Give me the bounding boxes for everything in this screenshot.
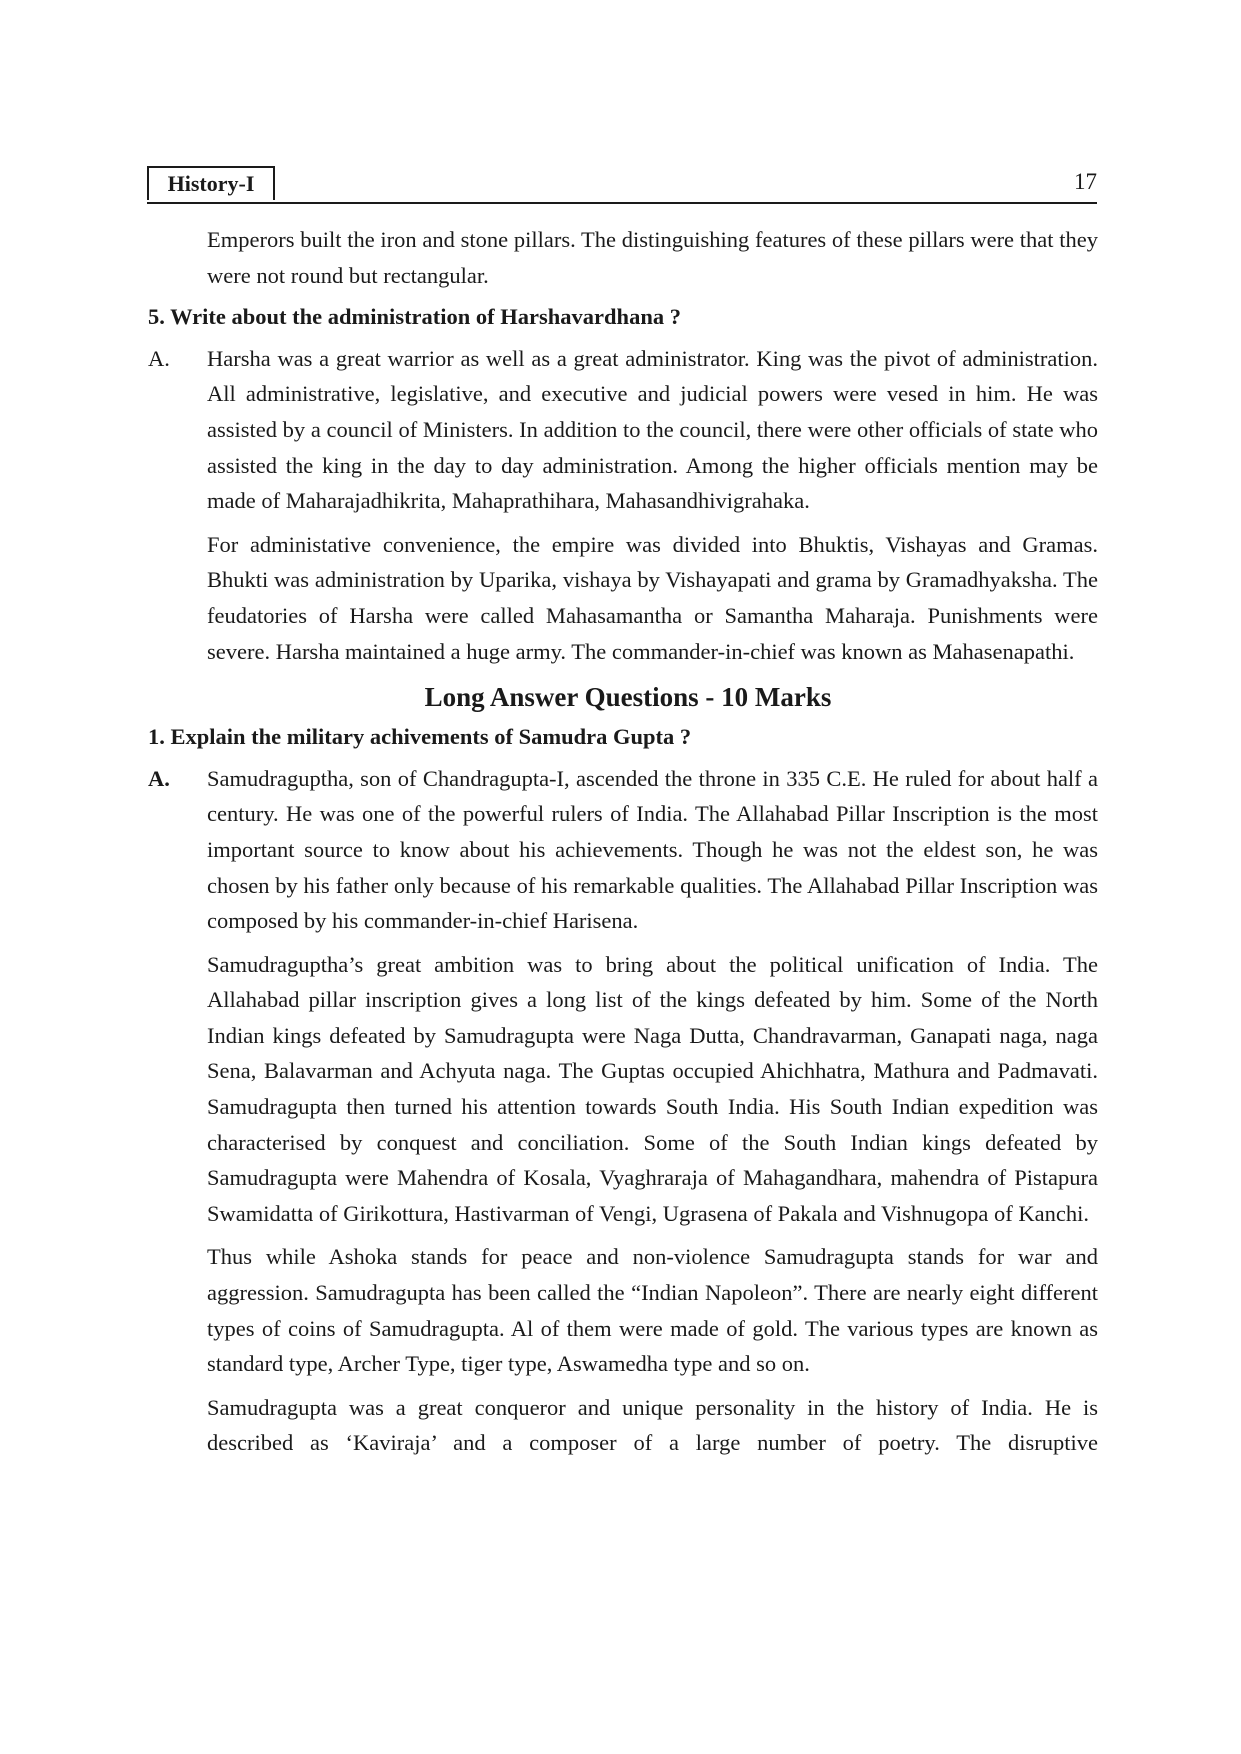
question-1: 1. Explain the military achivements of Samudra Gupta ? [148, 724, 692, 750]
subject-label: History-I [147, 166, 275, 200]
answer-1-paragraph-1 [148, 761, 1098, 939]
question-5: 5. Write about the administration of Harshavardhana ? [148, 304, 681, 330]
answer-text: Harsha was a great warrior as well as a great administrator. King was the pivot of administration. All administrative, legislative, and executive and judicial powers were vesed in him. He was assisted by a council of Ministers. In addition to the council, there were other officials of state who assisted the king in the day to day administration. Among the higher officials mention may be made of Maharajadhikrita, Mahaprathihara, Mahasandhivigrahaka. [207, 345, 1098, 514]
answer-text: Samudraguptha, son of Chandragupta-I, ascended the throne in 335 C.E. He ruled for about half a century. He was one of the powerful rulers of India. The Allahabad Pillar Inscription is the most important source to know about his achievements. Though he was not the eldest son, he was chosen by his father only because of his remarkable qualities. The Allahabad Pillar Inscription was composed by his commander-in-chief Harisena. [207, 765, 1098, 934]
page-header [147, 166, 1097, 204]
answer-5-paragraph-2: For administative convenience, the empire was divided into Bhuktis, Vishayas and Gramas. Bhukti was administration by Uparika, vishaya by Vishayapati and grama by Gramadhyaksha. The feudatories of Harsha were called Mahasamantha or Samantha Maharaja. Punishments were severe. Harsha maintained a huge army. The commander-in-chief was known as Mahasenapathi. [207, 531, 1098, 664]
answer-5-paragraph-1 [148, 341, 1098, 519]
answer-1-paragraph-2: Samudraguptha’s great ambition was to bring about the political unification of India. The Allahabad pillar inscription gives a long list of the kings defeated by him. Some of the North Indian kings defeated by Samudragupta were Naga Dutta, Chandravarman, Ganapati naga, naga Sena, Balavarman and Achyuta naga. The Guptas occupied Ahichhatra, Mathura and Padmavati. Samudragupta then turned his attention towards South India. His South Indian expedition was characterised by conquest and conciliation. Some of the South Indian kings defeated by Samudragupta were Mahendra of Kosala, Vyaghraraja of Mahagandhara, mahendra of Pistapura Swamidatta of Girikottura, Hastivarman of Vengi, Ugrasena of Pakala and Vishnugopa of Kanchi. [207, 951, 1098, 1226]
answer-marker: A. [148, 345, 170, 371]
answer-1-paragraph-4: Samudragupta was a great conqueror and unique personality in the history of India. He is described as ‘Kaviraja’ and a composer of a large number of poetry. The disruptive [207, 1394, 1098, 1456]
page-number: 17 [1074, 169, 1097, 194]
section-title: Long Answer Questions - 10 Marks [424, 682, 832, 713]
intro-paragraph: Emperors built the iron and stone pillars. The distinguishing features of these pillars were that they were not round but rectangular. [207, 227, 1098, 288]
answer-1-paragraph-3: Thus while Ashoka stands for peace and non-violence Samudragupta stands for war and aggression. Samudragupta has been called the “Indian Napoleon”. There are nearly eight different types of coins of Samudragupta. Al of them were made of gold. The various types are known as standard type, Archer Type, tiger type, Aswamedha type and so on. [207, 1244, 1098, 1377]
answer-marker: A. [148, 765, 170, 791]
page-content [148, 222, 1098, 1469]
